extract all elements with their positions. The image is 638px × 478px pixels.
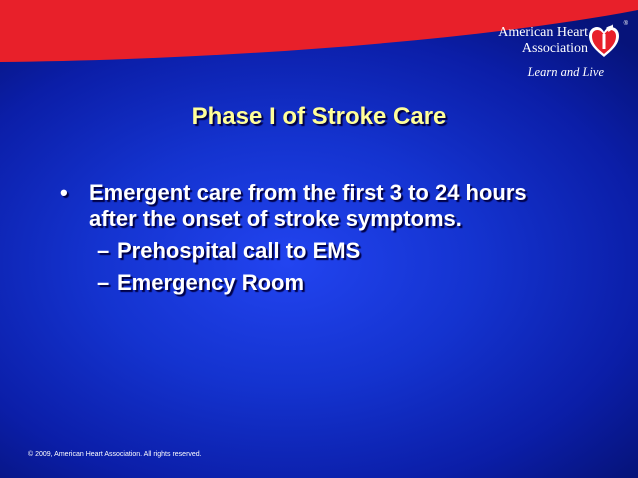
registered-mark: ® xyxy=(623,21,628,27)
heart-torch-icon xyxy=(588,24,620,58)
sub-bullet-text: Emergency Room xyxy=(117,270,305,295)
logo-name-line1: American Heart xyxy=(498,25,588,40)
sub-bullet-marker: – xyxy=(97,238,110,263)
bullet-item xyxy=(60,180,580,232)
bullet-marker: • xyxy=(60,180,68,205)
sub-bullet-item xyxy=(60,238,580,264)
logo-name-line2: Association xyxy=(521,41,588,56)
slide-content xyxy=(60,180,580,296)
logo-tagline: Learn and Live xyxy=(527,65,604,79)
bullet-text: Emergent care from the first 3 to 24 hours after the onset of stroke symptoms. xyxy=(89,180,527,231)
copyright-footer: © 2009, American Heart Association. All rights reserved. xyxy=(28,451,202,458)
aha-logo xyxy=(482,18,632,80)
sub-bullet-marker: – xyxy=(97,270,110,295)
sub-bullet-item xyxy=(60,270,580,296)
slide-title: Phase I of Stroke Care xyxy=(191,103,447,130)
sub-bullet-text: Prehospital call to EMS xyxy=(117,238,361,263)
